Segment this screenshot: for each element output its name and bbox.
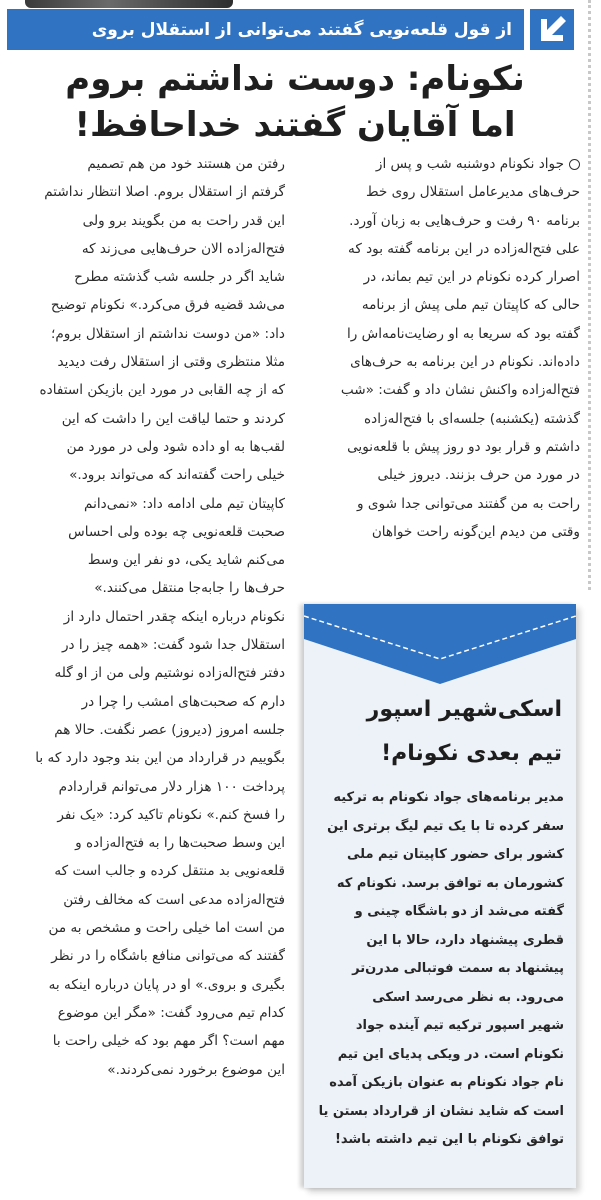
headline-line-2: اما آقایان گفتند خداحافظ! — [74, 105, 516, 145]
paragraph-line: بگوییم در قرارداد من این بند وجود دارد که با — [35, 750, 285, 767]
paragraph-line: داشتم و قرار بود دو روز پیش با قلعه‌نویی — [347, 438, 580, 455]
headline — [30, 56, 560, 148]
paragraph-line: مثلا منتظری وقتی از استقلال رفت دیدید — [57, 354, 285, 371]
sidebox-line: است که شاید نشان از قرارداد بستن یا — [318, 1103, 564, 1119]
paragraph-line: جلسه امروز (دیروز) عصر نگفت. حالا هم — [54, 721, 285, 738]
paragraph-line: استقلال جدا شود گفت: «همه چیز را در — [61, 637, 285, 654]
paragraph-line: دفتر فتح‌اله‌زاده نوشتیم ولی من از او گله — [54, 665, 285, 682]
paragraph-line: این قدر راحت به من بگویند برو ولی — [82, 212, 285, 229]
paragraph-line: حرف‌های مدیرعامل استقلال روی خط — [366, 184, 580, 201]
paragraph-line: داده‌اند. نکونام در این برنامه به حرف‌های — [350, 354, 580, 371]
paragraph-line: شاید اگر در جلسه شب گذشته مطرح — [74, 269, 285, 286]
sidebox-title-line-2: تیم بعدی نکونام! — [381, 741, 562, 766]
sidebox-line: پیشنهاد به سمت فوتبالی مدرن‌تر — [352, 961, 564, 976]
paragraph-line: را فسخ کنم.» نکونام تاکید کرد: «یک نفر — [57, 806, 285, 823]
paragraph-line: گفتند که می‌توانی منافع باشگاه را در نظر — [51, 948, 285, 965]
paragraph-line: گفته بود که سریعا به او رضایت‌نامه‌اش را — [347, 325, 580, 342]
sidebox-line: قطری پیشنهاد دارد، حالا با این — [366, 932, 564, 948]
sidebox-body — [314, 784, 564, 1155]
paragraph-line: راحت به من گفتند می‌توانی جدا شوی و — [357, 495, 580, 512]
sidebox-line: گفته می‌شد از دو باشگاه چینی و — [354, 904, 564, 919]
sidebar-box — [304, 604, 576, 1188]
sidebox-title-line-1: اسکی‌شهیر اسپور — [366, 697, 562, 722]
sidebox-line: مدیر برنامه‌های جواد نکونام به ترکیه — [333, 790, 564, 805]
paragraph-line: علی فتح‌اله‌زاده در این برنامه گفته بود که — [348, 240, 580, 257]
arrow-down-left-icon — [530, 9, 574, 50]
paragraph-line: در مورد من حرف بزنند. دیروز خیلی — [377, 467, 580, 484]
paragraph-line: پرداخت ۱۰۰ هزار دلار می‌توانم قراردادم — [58, 778, 285, 795]
column-divider — [588, 0, 591, 590]
paragraph-line: قلعه‌نویی بد منتقل کرده و جالب است که — [54, 863, 285, 880]
kicker-text: از قول قلعه‌نویی گفتند می‌توانی از استقلال بروی — [91, 19, 512, 40]
paragraph-line: کاپیتان تیم ملی ادامه داد: «نمی‌دانم — [84, 495, 285, 512]
paragraph-line: من است اما خیلی راحت و مشخص به من — [48, 920, 285, 937]
sidebox-line: توافق نکونام با این تیم داشته باشد! — [334, 1132, 564, 1147]
paragraph-line: نکونام درباره اینکه چقدر احتمال دارد از — [63, 608, 285, 625]
sidebox-line: کشور برای حضور کاپیتان تیم ملی — [346, 847, 564, 862]
paragraph-line: فتح‌اله‌زاده مدعی است که مخالف رفتن — [63, 891, 285, 908]
paragraph-line: گرفتم از استقلال بروم. اصلا انتظار نداشتم — [44, 184, 285, 201]
sidebox-line: نام جواد نکونام به عنوان بازیکن آمده — [329, 1075, 564, 1090]
sidebox-line: نکونام است. در ویکی پدیای این تیم — [337, 1046, 564, 1062]
paragraph-line: مهم است؟ اگر مهم بود که خیلی راحت با — [52, 1033, 285, 1050]
paragraph-line: جواد نکونام دوشنبه شب و پس از — [305, 150, 580, 178]
paragraph-line: کدام تیم می‌رود گفت: «مگر این موضوع — [57, 1004, 285, 1021]
paragraph-line: داد: «من دوست نداشتم از استقلال بروم؛ — [51, 325, 285, 342]
paragraph-line: دارم که صحبت‌های امشب را چرا در — [81, 693, 285, 710]
sidebox-title — [312, 688, 562, 776]
photo-fragment — [25, 0, 233, 8]
paragraph-line: حالی که کاپیتان تیم ملی پیش از برنامه — [361, 297, 580, 314]
paragraph-line: فتح‌اله‌زاده واکنش نشان داد و گفت: «شب — [340, 382, 580, 399]
paragraph-line: که از چه القابی در مورد این بازیکن استفاده — [39, 382, 285, 399]
paragraph-line: رفتن من هستند خود من هم تصمیم — [87, 156, 285, 172]
headline-line-1: نکونام: دوست نداشتم بروم — [65, 59, 525, 99]
sidebox-line: سفر کرده تا با یک تیم لیگ برتری این — [327, 818, 564, 834]
paragraph-line: صحبت قلعه‌نویی چه بوده ولی احساس — [68, 523, 285, 540]
paragraph-line: لقب‌ها به او داده شود ولی در مورد من — [66, 438, 285, 455]
paragraph-line: اصرار کرده نکونام در این تیم بماند، در — [363, 269, 580, 286]
paragraph-line: گذشته (یکشنبه) جلسه‌ای با فتح‌اله‌زاده — [364, 410, 580, 427]
circle-bullet-icon — [569, 159, 580, 170]
paragraph-line: کردند و حتما لیاقت این را داشت که این — [61, 410, 285, 427]
paragraph-line: بگیری و بروی.» او در پایان درباره اینکه به — [48, 976, 285, 993]
kicker-bar — [7, 9, 524, 50]
sidebox-line: می‌رود. به نظر می‌رسد اسکی — [372, 989, 564, 1005]
paragraph-line: حرف‌ها را جابه‌جا منتقل می‌کنند.» — [94, 580, 285, 597]
chevron-banner-icon — [304, 604, 576, 684]
article-column-left — [12, 150, 285, 1190]
paragraph-line: وقتی من دیدم این‌گونه راحت خواهان — [371, 523, 580, 540]
paragraph-line: این وسط صحبت‌ها را به فتح‌اله‌زاده و — [75, 835, 285, 852]
paragraph-line: می‌شد قضیه فرق می‌کرد.» نکونام توضیح — [50, 297, 285, 314]
sidebox-line: شهیر اسپور ترکیه تیم آینده جواد — [355, 1018, 564, 1033]
paragraph-line: برنامه ۹۰ رفت و حرف‌هایی به زبان آورد. — [349, 212, 580, 229]
paragraph-line: این موضوع برخورد نمی‌کردند.» — [107, 1061, 285, 1078]
paragraph-line: فتح‌اله‌زاده الان حرف‌هایی می‌زند که — [81, 240, 285, 257]
article-column-right — [305, 150, 580, 590]
sidebox-line: کشورمان به توافق برسد. نکونام که — [336, 875, 564, 891]
paragraph-line: می‌کنم شاید یکی، دو نفر این وسط — [87, 552, 285, 569]
paragraph-line: خیلی راحت گفته‌اند که می‌تواند برود.» — [69, 467, 285, 484]
